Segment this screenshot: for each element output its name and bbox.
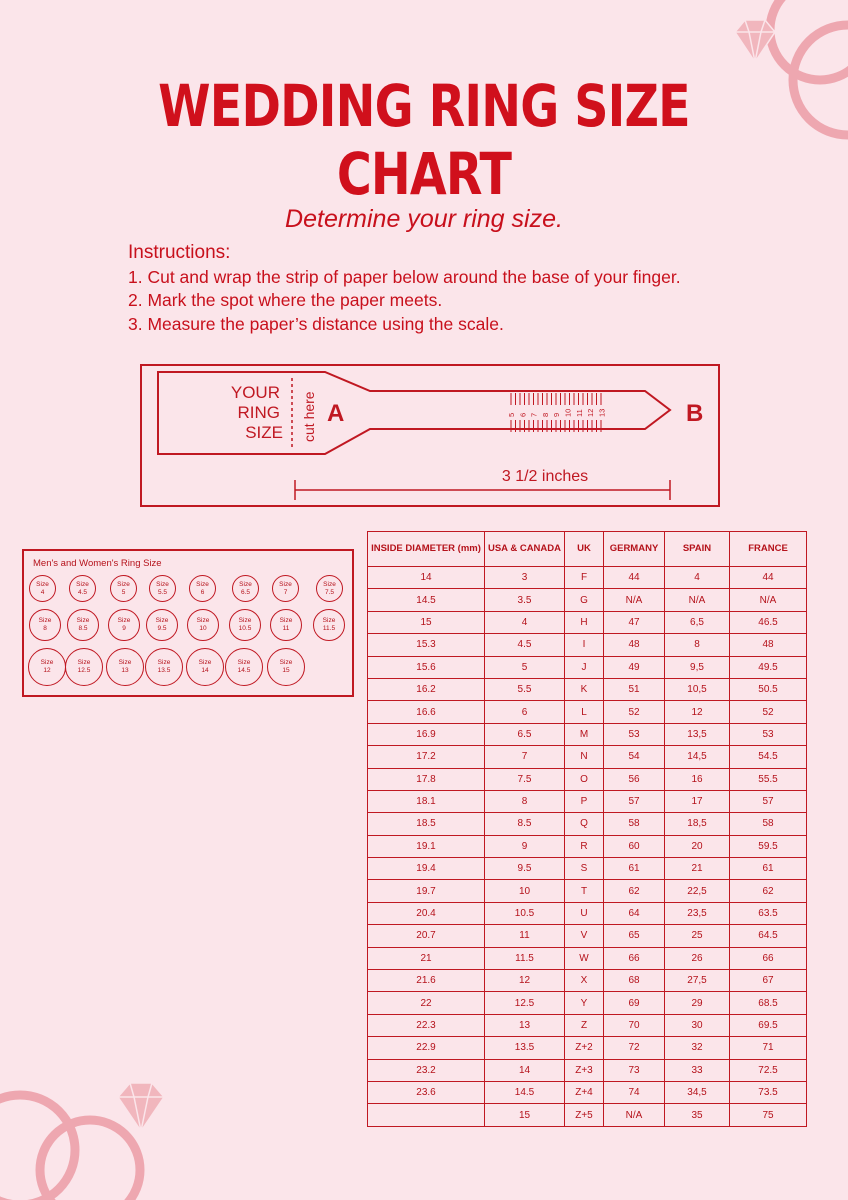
cell-usa-canada: 7.5	[485, 768, 565, 790]
ring-size-word: Size	[279, 617, 293, 624]
ring-size-circle	[29, 609, 61, 641]
ring-size-circle	[149, 575, 176, 602]
ring-size-word: Size	[196, 580, 209, 588]
cell-uk: H	[565, 611, 604, 633]
ring-size-value: 11.5	[322, 625, 336, 632]
table-row	[368, 902, 807, 924]
cell-inside-diameter: 19.7	[368, 880, 485, 902]
table-row	[368, 970, 807, 992]
header-inside-diameter: INSIDE DIAMETER (mm)	[368, 532, 485, 567]
cell-inside-diameter: 16.2	[368, 678, 485, 700]
cell-inside-diameter: 14.5	[368, 589, 485, 611]
table-row	[368, 634, 807, 656]
ring-size-value: 11	[282, 625, 290, 632]
ring-size-value: 9.5	[157, 625, 167, 632]
cell-germany: 56	[604, 768, 665, 790]
strip-scale-numbers	[507, 409, 606, 417]
cell-germany: 57	[604, 790, 665, 812]
cell-spain: 32	[665, 1037, 730, 1059]
cell-france: 67	[730, 970, 807, 992]
ring-size-word: Size	[198, 659, 212, 666]
ring-size-circle	[186, 648, 224, 686]
ring-size-circle	[146, 609, 178, 641]
ring-size-value: 12.5	[77, 667, 91, 674]
cell-usa-canada: 8	[485, 790, 565, 812]
ring-size-table	[367, 531, 807, 1127]
cell-spain: 23,5	[665, 902, 730, 924]
cell-germany: 49	[604, 656, 665, 678]
table-row	[368, 992, 807, 1014]
cell-france: 69.5	[730, 1014, 807, 1036]
scale-number: 13	[597, 408, 607, 417]
ring-size-value: 4.5	[77, 588, 88, 596]
instructions-heading: Instructions:	[128, 242, 231, 263]
ring-size-word: Size	[117, 580, 130, 588]
ring-size-value: 6.5	[240, 588, 251, 596]
cell-inside-diameter: 23.2	[368, 1059, 485, 1081]
cell-spain: 6,5	[665, 611, 730, 633]
cell-usa-canada: 5	[485, 656, 565, 678]
cell-inside-diameter: 15	[368, 611, 485, 633]
table-row	[368, 1014, 807, 1036]
cell-uk: J	[565, 656, 604, 678]
ring-size-word: Size	[156, 580, 169, 588]
table-row	[368, 1104, 807, 1126]
ring-size-word: Size	[279, 580, 292, 588]
cell-usa-canada: 12.5	[485, 992, 565, 1014]
cell-france: 46.5	[730, 611, 807, 633]
ring-size-value: 8	[43, 625, 47, 632]
table-row	[368, 1081, 807, 1103]
cell-inside-diameter: 20.4	[368, 902, 485, 924]
cell-usa-canada: 4	[485, 611, 565, 633]
ring-size-word: Size	[157, 659, 171, 666]
ring-size-word: Size	[237, 659, 251, 666]
ring-size-circle	[267, 648, 305, 686]
cell-spain: 22,5	[665, 880, 730, 902]
cell-germany: 58	[604, 813, 665, 835]
table-row	[368, 723, 807, 745]
cell-usa-canada: 14	[485, 1059, 565, 1081]
cell-usa-canada: 10	[485, 880, 565, 902]
cell-spain: 16	[665, 768, 730, 790]
cell-uk: Z+2	[565, 1037, 604, 1059]
cell-spain: 25	[665, 925, 730, 947]
cell-inside-diameter: 15.6	[368, 656, 485, 678]
cell-uk: I	[565, 634, 604, 656]
cell-france: 62	[730, 880, 807, 902]
table-row	[368, 835, 807, 857]
ring-size-value: 6	[200, 588, 205, 596]
cell-france: 44	[730, 567, 807, 589]
cell-usa-canada: 3	[485, 567, 565, 589]
strip-label-line1: YOUR	[230, 383, 280, 402]
cell-inside-diameter: 17.8	[368, 768, 485, 790]
table-row	[368, 656, 807, 678]
cell-uk: X	[565, 970, 604, 992]
ring-size-value: 8.5	[78, 625, 88, 632]
ring-size-value: 14	[201, 667, 209, 674]
ring-size-word: Size	[239, 580, 252, 588]
ring-size-word: Size	[40, 659, 54, 666]
ring-size-word: Size	[117, 617, 131, 624]
cell-usa-canada: 13	[485, 1014, 565, 1036]
cell-inside-diameter: 21.6	[368, 970, 485, 992]
cell-uk: R	[565, 835, 604, 857]
cell-uk: Y	[565, 992, 604, 1014]
cell-uk: F	[565, 567, 604, 589]
ring-size-circle	[67, 609, 99, 641]
cell-inside-diameter: 19.1	[368, 835, 485, 857]
cell-germany: 64	[604, 902, 665, 924]
ring-size-circle	[187, 609, 219, 641]
cell-inside-diameter: 16.6	[368, 701, 485, 723]
table-row	[368, 589, 807, 611]
scale-number: 10	[563, 408, 573, 417]
cell-france: 59.5	[730, 835, 807, 857]
ring-size-panel-title: Men's and Women's Ring Size	[33, 558, 162, 569]
cell-germany: 62	[604, 880, 665, 902]
cell-france: 57	[730, 790, 807, 812]
cell-france: 48	[730, 634, 807, 656]
cell-germany: 70	[604, 1014, 665, 1036]
ring-size-value: 13	[121, 667, 129, 674]
table-row	[368, 567, 807, 589]
cell-inside-diameter: 22	[368, 992, 485, 1014]
cell-uk: L	[565, 701, 604, 723]
cell-uk: T	[565, 880, 604, 902]
cell-france: 73.5	[730, 1081, 807, 1103]
table-row	[368, 701, 807, 723]
cell-spain: N/A	[665, 589, 730, 611]
table-row	[368, 746, 807, 768]
ring-size-word: Size	[77, 659, 91, 666]
ring-size-value: 14.5	[237, 667, 251, 674]
cell-spain: 33	[665, 1059, 730, 1081]
cell-usa-canada: 10.5	[485, 902, 565, 924]
cell-spain: 8	[665, 634, 730, 656]
cell-usa-canada: 11	[485, 925, 565, 947]
ring-size-circle	[229, 609, 261, 641]
cell-france: 53	[730, 723, 807, 745]
cell-germany: 74	[604, 1081, 665, 1103]
cell-inside-diameter: 20.7	[368, 925, 485, 947]
cell-inside-diameter: 23.6	[368, 1081, 485, 1103]
ring-size-word: Size	[36, 580, 49, 588]
table-header-row	[368, 532, 807, 567]
cell-spain: 14,5	[665, 746, 730, 768]
ring-size-circle	[29, 575, 56, 602]
cell-uk: G	[565, 589, 604, 611]
ring-size-word: Size	[155, 617, 169, 624]
cell-inside-diameter: 14	[368, 567, 485, 589]
cell-usa-canada: 9.5	[485, 858, 565, 880]
ring-size-circle	[270, 609, 302, 641]
cell-germany: 60	[604, 835, 665, 857]
cell-usa-canada: 8.5	[485, 813, 565, 835]
ring-size-circle	[225, 648, 263, 686]
header-france: FRANCE	[730, 532, 807, 567]
cell-uk: U	[565, 902, 604, 924]
cell-spain: 35	[665, 1104, 730, 1126]
cell-germany: 44	[604, 567, 665, 589]
cell-spain: 4	[665, 567, 730, 589]
table-row	[368, 611, 807, 633]
cell-usa-canada: 6.5	[485, 723, 565, 745]
cell-germany: 51	[604, 678, 665, 700]
cell-usa-canada: 9	[485, 835, 565, 857]
cell-inside-diameter: 16.9	[368, 723, 485, 745]
ring-size-value: 15	[282, 667, 290, 674]
table-row	[368, 790, 807, 812]
cell-inside-diameter	[368, 1104, 485, 1126]
cell-france: 71	[730, 1037, 807, 1059]
ring-size-circle	[145, 648, 183, 686]
ring-size-circle	[189, 575, 216, 602]
ring-sizer-strip	[140, 364, 720, 507]
scale-number: 6	[518, 412, 528, 417]
cell-inside-diameter: 21	[368, 947, 485, 969]
ring-size-circle	[272, 575, 299, 602]
cell-germany: 52	[604, 701, 665, 723]
ring-size-word: Size	[196, 617, 210, 624]
header-usa-canada: USA & CANADA	[485, 532, 565, 567]
ring-size-circle	[316, 575, 343, 602]
cell-france: 61	[730, 858, 807, 880]
instruction-step-1: 1. Cut and wrap the strip of paper below around the base of your finger.	[128, 267, 681, 287]
instruction-step-2: 2. Mark the spot where the paper meets.	[128, 290, 443, 310]
cell-spain: 18,5	[665, 813, 730, 835]
cell-uk: O	[565, 768, 604, 790]
cell-inside-diameter: 18.1	[368, 790, 485, 812]
cut-here-label: cut here	[301, 391, 317, 442]
ring-size-circle	[65, 648, 103, 686]
cell-spain: 34,5	[665, 1081, 730, 1103]
cell-france: N/A	[730, 589, 807, 611]
scale-number: 11	[574, 409, 584, 417]
cell-france: 64.5	[730, 925, 807, 947]
table-row	[368, 858, 807, 880]
ring-size-word: Size	[76, 617, 90, 624]
cell-spain: 26	[665, 947, 730, 969]
cell-germany: 61	[604, 858, 665, 880]
cell-spain: 21	[665, 858, 730, 880]
cell-inside-diameter: 15.3	[368, 634, 485, 656]
ring-size-value: 7.5	[324, 588, 335, 596]
cell-spain: 13,5	[665, 723, 730, 745]
table-row	[368, 925, 807, 947]
cell-france: 68.5	[730, 992, 807, 1014]
ring-size-circle	[106, 648, 144, 686]
cell-uk: Z+4	[565, 1081, 604, 1103]
cell-inside-diameter: 19.4	[368, 858, 485, 880]
cell-usa-canada: 5.5	[485, 678, 565, 700]
header-spain: SPAIN	[665, 532, 730, 567]
table-row	[368, 880, 807, 902]
ring-size-word: Size	[38, 617, 52, 624]
cell-spain: 17	[665, 790, 730, 812]
cell-france: 49.5	[730, 656, 807, 678]
ring-size-word: Size	[76, 580, 89, 588]
cell-inside-diameter: 18.5	[368, 813, 485, 835]
cell-uk: Z+3	[565, 1059, 604, 1081]
cell-germany: 48	[604, 634, 665, 656]
cell-germany: 73	[604, 1059, 665, 1081]
cell-france: 66	[730, 947, 807, 969]
strip-length-label: 3 1/2 inches	[501, 468, 589, 485]
ring-size-circle	[69, 575, 96, 602]
cell-uk: K	[565, 678, 604, 700]
cell-france: 52	[730, 701, 807, 723]
cell-inside-diameter: 17.2	[368, 746, 485, 768]
ring-size-circle	[110, 575, 137, 602]
strip-end-a: A	[327, 400, 345, 427]
scale-number: 9	[552, 412, 562, 417]
ring-decoration-bottom-icon	[0, 1075, 180, 1200]
cell-usa-canada: 3.5	[485, 589, 565, 611]
table-row	[368, 768, 807, 790]
ring-size-circle	[28, 648, 66, 686]
ring-size-circle	[108, 609, 140, 641]
cell-germany: 47	[604, 611, 665, 633]
table-row	[368, 1059, 807, 1081]
cell-spain: 29	[665, 992, 730, 1014]
cell-usa-canada: 7	[485, 746, 565, 768]
cell-uk: Z	[565, 1014, 604, 1036]
cell-usa-canada: 4.5	[485, 634, 565, 656]
cell-germany: 68	[604, 970, 665, 992]
cell-france: 54.5	[730, 746, 807, 768]
cell-france: 75	[730, 1104, 807, 1126]
table-row	[368, 1037, 807, 1059]
cell-usa-canada: 6	[485, 701, 565, 723]
ring-size-word: Size	[118, 659, 132, 666]
cell-uk: S	[565, 858, 604, 880]
ring-size-circle	[313, 609, 345, 641]
cell-germany: 69	[604, 992, 665, 1014]
header-uk: UK	[565, 532, 604, 567]
scale-number: 5	[507, 412, 516, 417]
cell-france: 58	[730, 813, 807, 835]
ring-size-circle	[232, 575, 259, 602]
table-row	[368, 947, 807, 969]
cell-usa-canada: 15	[485, 1104, 565, 1126]
cell-uk: W	[565, 947, 604, 969]
cell-france: 50.5	[730, 678, 807, 700]
cell-usa-canada: 12	[485, 970, 565, 992]
cell-spain: 9,5	[665, 656, 730, 678]
ring-size-value: 7	[283, 588, 288, 596]
cell-spain: 12	[665, 701, 730, 723]
scale-number: 7	[529, 412, 539, 417]
cell-germany: 65	[604, 925, 665, 947]
table-row	[368, 678, 807, 700]
strip-end-b: B	[686, 400, 704, 427]
cell-usa-canada: 13.5	[485, 1037, 565, 1059]
ring-size-word: Size	[322, 617, 336, 624]
cell-germany: 53	[604, 723, 665, 745]
cell-germany: 66	[604, 947, 665, 969]
ring-size-value: 9	[122, 625, 126, 632]
cell-uk: V	[565, 925, 604, 947]
page-subtitle: Determine your ring size.	[285, 205, 563, 233]
cell-spain: 30	[665, 1014, 730, 1036]
table-row	[368, 813, 807, 835]
ring-size-value: 12	[43, 667, 51, 674]
scale-number: 8	[540, 412, 550, 417]
cell-inside-diameter: 22.9	[368, 1037, 485, 1059]
cell-usa-canada: 11.5	[485, 947, 565, 969]
scale-number: 12	[586, 408, 596, 417]
cell-spain: 27,5	[665, 970, 730, 992]
ring-size-value: 10.5	[238, 625, 252, 632]
cell-uk: Z+5	[565, 1104, 604, 1126]
cell-uk: Q	[565, 813, 604, 835]
ring-size-value: 5.5	[157, 588, 168, 596]
cell-uk: N	[565, 746, 604, 768]
ring-size-value: 13.5	[157, 667, 171, 674]
cell-germany: N/A	[604, 589, 665, 611]
cell-france: 63.5	[730, 902, 807, 924]
header-germany: GERMANY	[604, 532, 665, 567]
cell-germany: N/A	[604, 1104, 665, 1126]
cell-germany: 72	[604, 1037, 665, 1059]
ring-size-word: Size	[279, 659, 293, 666]
strip-label-line3: SIZE	[245, 423, 283, 442]
cell-inside-diameter: 22.3	[368, 1014, 485, 1036]
cell-france: 72.5	[730, 1059, 807, 1081]
cell-usa-canada: 14.5	[485, 1081, 565, 1103]
ring-size-value: 4	[40, 588, 45, 596]
cell-spain: 20	[665, 835, 730, 857]
cell-spain: 10,5	[665, 678, 730, 700]
ring-size-value: 10	[199, 625, 207, 632]
cell-germany: 54	[604, 746, 665, 768]
ring-size-word: Size	[323, 580, 336, 588]
instruction-step-3: 3. Measure the paper’s distance using the scale.	[128, 314, 504, 334]
cell-uk: P	[565, 790, 604, 812]
cell-uk: M	[565, 723, 604, 745]
strip-label-line2: RING	[237, 403, 280, 422]
ring-size-value: 5	[121, 588, 126, 596]
page-title: WEDDING RING SIZE CHART	[158, 72, 690, 208]
cell-france: 55.5	[730, 768, 807, 790]
ring-size-word: Size	[238, 617, 252, 624]
